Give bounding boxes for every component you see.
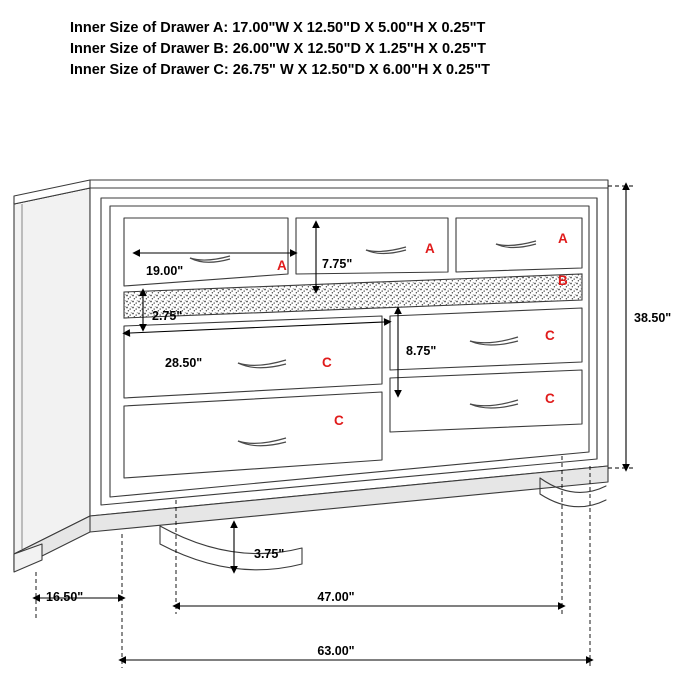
dim-drawer-c-width-label: 28.50" — [165, 356, 203, 370]
drawer-c-middle-left[interactable] — [124, 316, 382, 398]
cabinet-left-side-panel — [14, 188, 90, 554]
dim-depth — [36, 534, 122, 668]
spec-line-drawer-c: Inner Size of Drawer C: 26.75" W X 12.50"D X 6.00"H X 0.25"T — [70, 62, 490, 78]
tag-c-mid: C — [322, 355, 332, 370]
dim-drawer-a-height-label: 7.75" — [322, 257, 353, 271]
dim-drawer-c-height-label: 8.75" — [406, 344, 437, 358]
tag-c-bottom-left: C — [334, 413, 344, 428]
tag-c-right-lower: C — [545, 391, 555, 406]
tag-b-right: B — [558, 273, 568, 288]
dim-drawer-a-width-label: 19.00" — [146, 264, 184, 278]
spec-line-drawer-b: Inner Size of Drawer B: 26.00"W X 12.50"D X 1.25"H X 0.25"T — [70, 41, 486, 57]
dim-overall-height-label: 38.50" — [634, 311, 672, 325]
dim-base-width-label: 47.00" — [317, 590, 355, 604]
dim-accent-height-label: 2.75" — [152, 309, 183, 323]
tag-c-right-upper: C — [545, 328, 555, 343]
tag-a-mid: A — [425, 241, 435, 256]
dim-base-clearance — [234, 528, 284, 566]
dim-base-clearance-label: 3.75" — [254, 547, 285, 561]
dim-depth-label: 16.50" — [46, 590, 84, 604]
dim-overall-width-label: 63.00" — [317, 644, 355, 658]
dim-overall-height — [608, 186, 671, 468]
tag-a-right: A — [558, 231, 568, 246]
spec-line-drawer-a: Inner Size of Drawer A: 17.00"W X 12.50"D X 5.00"H X 0.25"T — [70, 20, 486, 36]
tag-a-left: A — [277, 258, 287, 273]
